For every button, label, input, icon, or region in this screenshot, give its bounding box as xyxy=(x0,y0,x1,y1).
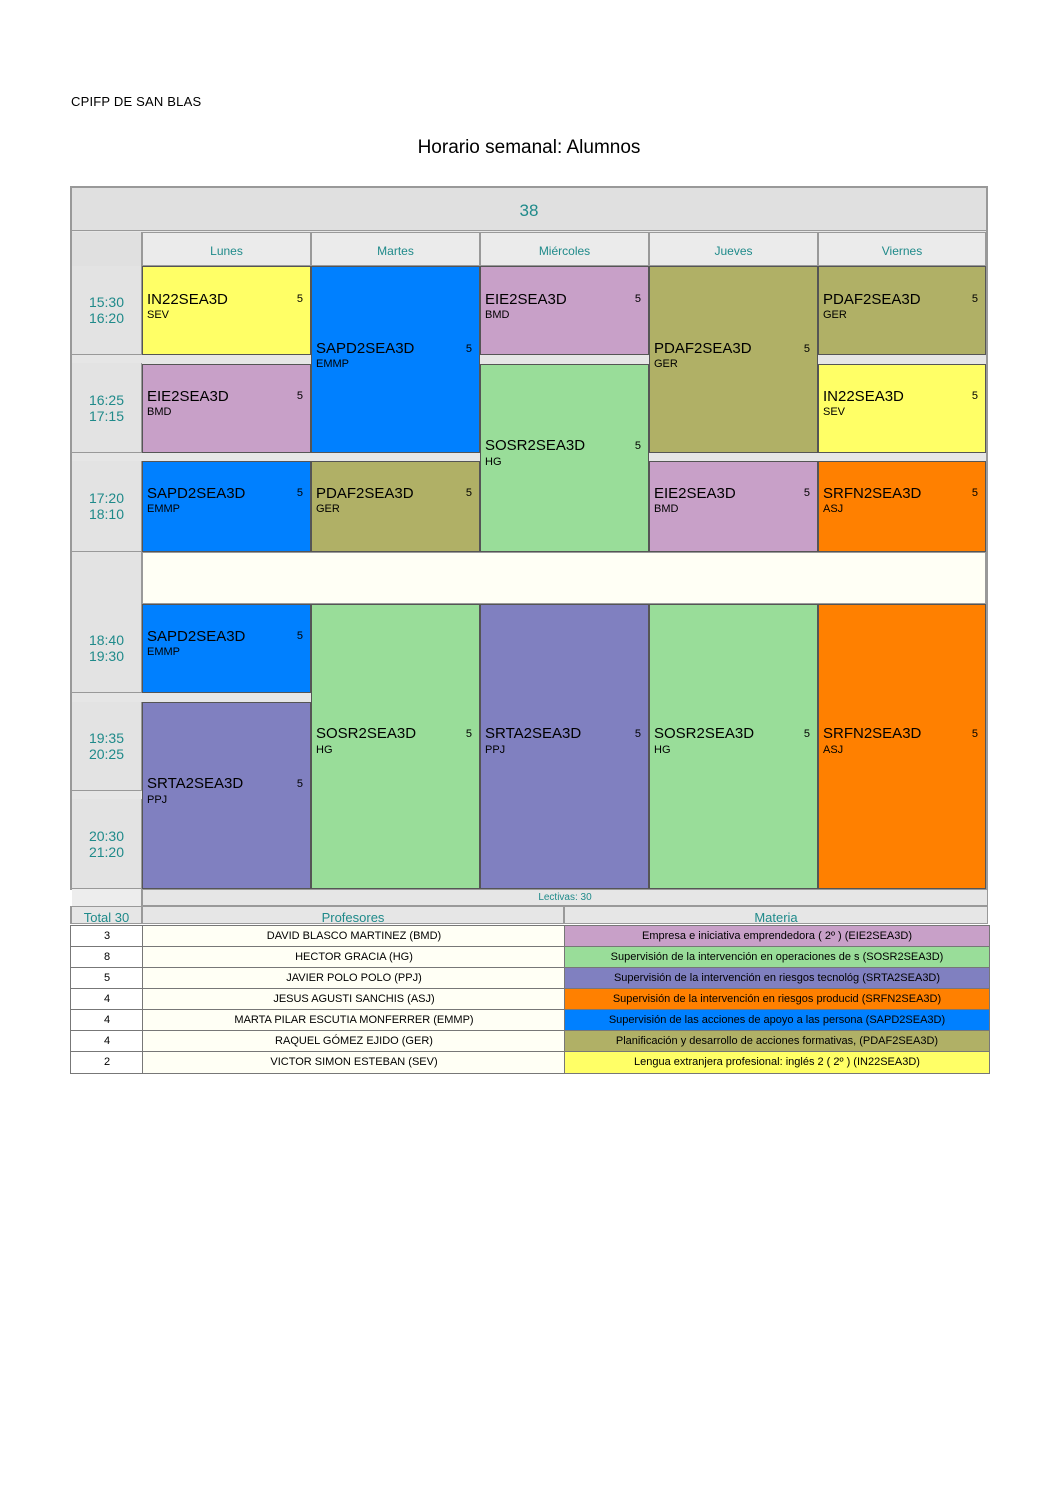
class-teacher: PPJ xyxy=(147,794,168,806)
legend-subject: Planificación y desarrollo de acciones formativas, (PDAF2SEA3D) xyxy=(564,1030,990,1053)
legend-subject: Lengua extranjera profesional: inglés 2 ( 2º ) (IN22SEA3D) xyxy=(564,1051,990,1074)
day-header-martes: Martes xyxy=(311,232,480,266)
legend-row xyxy=(70,988,988,1009)
lectivas-total: Lectivas: 30 xyxy=(142,889,988,906)
legend-row xyxy=(70,1009,988,1030)
class-code: EIE2SEA3D xyxy=(147,388,229,405)
time-slot xyxy=(72,799,142,889)
class-block[interactable] xyxy=(818,604,986,889)
legend-teacher: JESUS AGUSTI SANCHIS (ASJ) xyxy=(142,988,566,1011)
legend-hours: 5 xyxy=(70,967,144,990)
legend-hours: 4 xyxy=(70,1009,144,1032)
class-code: PDAF2SEA3D xyxy=(316,485,414,502)
class-block[interactable] xyxy=(142,266,311,355)
legend-teacher: RAQUEL GÓMEZ EJIDO (GER) xyxy=(142,1030,566,1053)
time-end: 18:10 xyxy=(88,506,125,522)
class-teacher: SEV xyxy=(823,406,846,418)
class-code: EIE2SEA3D xyxy=(485,291,567,308)
legend-row xyxy=(70,946,988,967)
class-hours: 5 xyxy=(296,390,303,402)
class-hours: 5 xyxy=(296,778,303,790)
class-block[interactable] xyxy=(311,604,480,889)
legend-subject: Supervisión de la intervención en operaciones de s (SOSR2SEA3D) xyxy=(564,946,990,969)
class-block[interactable] xyxy=(480,266,649,355)
legend-total: Total 30 xyxy=(70,906,142,924)
class-block[interactable] xyxy=(480,364,649,552)
legend-row xyxy=(70,1030,988,1051)
class-code: SOSR2SEA3D xyxy=(654,725,755,742)
class-block[interactable] xyxy=(142,461,311,552)
class-code: IN22SEA3D xyxy=(147,291,228,308)
class-hours: 5 xyxy=(971,390,978,402)
class-teacher: SEV xyxy=(147,309,170,321)
week-number: 38 xyxy=(72,188,986,231)
legend-subject: Empresa e iniciativa emprendedora ( 2º ) (EIE2SEA3D) xyxy=(564,925,990,948)
class-block[interactable] xyxy=(818,364,986,453)
legend-teacher: JAVIER POLO POLO (PPJ) xyxy=(142,967,566,990)
class-block[interactable] xyxy=(649,266,818,453)
time-slot xyxy=(72,266,142,355)
legend-row xyxy=(70,967,988,988)
class-code: SRFN2SEA3D xyxy=(823,485,922,502)
header-corner xyxy=(72,232,142,266)
class-block[interactable] xyxy=(818,266,986,355)
class-hours: 5 xyxy=(971,728,978,740)
class-code: SAPD2SEA3D xyxy=(147,628,246,645)
class-code: IN22SEA3D xyxy=(823,388,904,405)
class-code: SOSR2SEA3D xyxy=(316,725,417,742)
class-teacher: BMD xyxy=(147,406,172,418)
class-code: SOSR2SEA3D xyxy=(485,437,586,454)
class-teacher: BMD xyxy=(654,503,679,515)
class-block[interactable] xyxy=(142,604,311,693)
class-hours: 5 xyxy=(971,293,978,305)
class-block[interactable] xyxy=(649,604,818,889)
class-hours: 5 xyxy=(803,343,810,355)
day-header-miercoles: Miércoles xyxy=(480,232,649,266)
legend-hours: 2 xyxy=(70,1051,144,1074)
class-teacher: ASJ xyxy=(823,503,844,515)
class-code: SAPD2SEA3D xyxy=(147,485,246,502)
class-teacher: BMD xyxy=(485,309,510,321)
time-start: 17:20 xyxy=(88,490,125,506)
class-hours: 5 xyxy=(465,487,472,499)
class-hours: 5 xyxy=(634,440,641,452)
legend-hours: 4 xyxy=(70,1030,144,1053)
class-hours: 5 xyxy=(803,728,810,740)
class-code: SRFN2SEA3D xyxy=(823,725,922,742)
class-hours: 5 xyxy=(634,293,641,305)
class-hours: 5 xyxy=(296,630,303,642)
time-end: 20:25 xyxy=(88,746,125,762)
legend-profesores-header: Profesores xyxy=(142,906,564,924)
class-teacher: GER xyxy=(316,503,340,515)
legend-subject: Supervisión de la intervención en riesgos tecnológ (SRTA2SEA3D) xyxy=(564,967,990,990)
class-code: EIE2SEA3D xyxy=(654,485,736,502)
time-end: 16:20 xyxy=(88,310,125,326)
class-hours: 5 xyxy=(296,487,303,499)
class-block[interactable] xyxy=(142,364,311,453)
class-hours: 5 xyxy=(803,487,810,499)
school-name: CPIFP DE SAN BLAS xyxy=(71,94,202,109)
time-start: 15:30 xyxy=(88,294,125,310)
class-hours: 5 xyxy=(465,343,472,355)
time-slot xyxy=(72,461,142,552)
legend-materia-header: Materia xyxy=(564,906,988,924)
time-slot xyxy=(72,702,142,791)
class-teacher: EMMP xyxy=(147,503,180,515)
class-teacher: GER xyxy=(823,309,847,321)
class-teacher: HG xyxy=(316,744,333,756)
class-teacher: GER xyxy=(654,358,678,370)
break-time-cell xyxy=(72,552,142,604)
day-header-viernes: Viernes xyxy=(818,232,986,266)
legend-subject: Supervisión de las acciones de apoyo a las persona (SAPD2SEA3D) xyxy=(564,1009,990,1032)
time-start: 20:30 xyxy=(88,827,125,844)
legend-hours: 3 xyxy=(70,925,144,948)
day-header-lunes: Lunes xyxy=(142,232,311,266)
class-hours: 5 xyxy=(296,293,303,305)
time-end: 19:30 xyxy=(88,648,125,664)
legend-teacher: DAVID BLASCO MARTINEZ (BMD) xyxy=(142,925,566,948)
time-start: 19:35 xyxy=(88,730,125,746)
time-slot xyxy=(72,604,142,693)
class-block[interactable] xyxy=(480,604,649,889)
time-slot xyxy=(72,363,142,453)
class-teacher: HG xyxy=(485,456,502,468)
class-hours: 5 xyxy=(971,487,978,499)
class-block[interactable] xyxy=(142,702,311,889)
class-hours: 5 xyxy=(634,728,641,740)
lectivas-label-cell xyxy=(72,889,142,906)
class-code: PDAF2SEA3D xyxy=(823,291,921,308)
legend-hours: 4 xyxy=(70,988,144,1011)
class-code: PDAF2SEA3D xyxy=(654,340,752,357)
class-code: SRTA2SEA3D xyxy=(147,775,244,792)
class-code: SRTA2SEA3D xyxy=(485,725,582,742)
class-teacher: EMMP xyxy=(147,646,180,658)
legend-hours: 8 xyxy=(70,946,144,969)
class-block[interactable] xyxy=(818,461,986,552)
class-teacher: HG xyxy=(654,744,671,756)
class-block[interactable] xyxy=(649,461,818,552)
class-code: SAPD2SEA3D xyxy=(316,340,415,357)
legend-subject: Supervisión de la intervención en riesgos producid (SRFN2SEA3D) xyxy=(564,988,990,1011)
class-block[interactable] xyxy=(311,266,480,453)
day-header-jueves: Jueves xyxy=(649,232,818,266)
time-end: 17:15 xyxy=(88,407,125,424)
page-title: Horario semanal: Alumnos xyxy=(417,137,641,158)
break-row xyxy=(142,552,986,604)
legend-teacher: MARTA PILAR ESCUTIA MONFERRER (EMMP) xyxy=(142,1009,566,1032)
class-block[interactable] xyxy=(311,461,480,552)
time-start: 18:40 xyxy=(88,632,125,648)
legend-teacher: HECTOR GRACIA (HG) xyxy=(142,946,566,969)
class-teacher: ASJ xyxy=(823,744,844,756)
time-end: 21:20 xyxy=(88,843,125,860)
class-teacher: PPJ xyxy=(485,744,506,756)
legend-row xyxy=(70,925,988,946)
legend-teacher: VICTOR SIMON ESTEBAN (SEV) xyxy=(142,1051,566,1074)
class-hours: 5 xyxy=(465,728,472,740)
legend-row xyxy=(70,1051,988,1072)
time-start: 16:25 xyxy=(88,391,125,408)
class-teacher: EMMP xyxy=(316,358,349,370)
